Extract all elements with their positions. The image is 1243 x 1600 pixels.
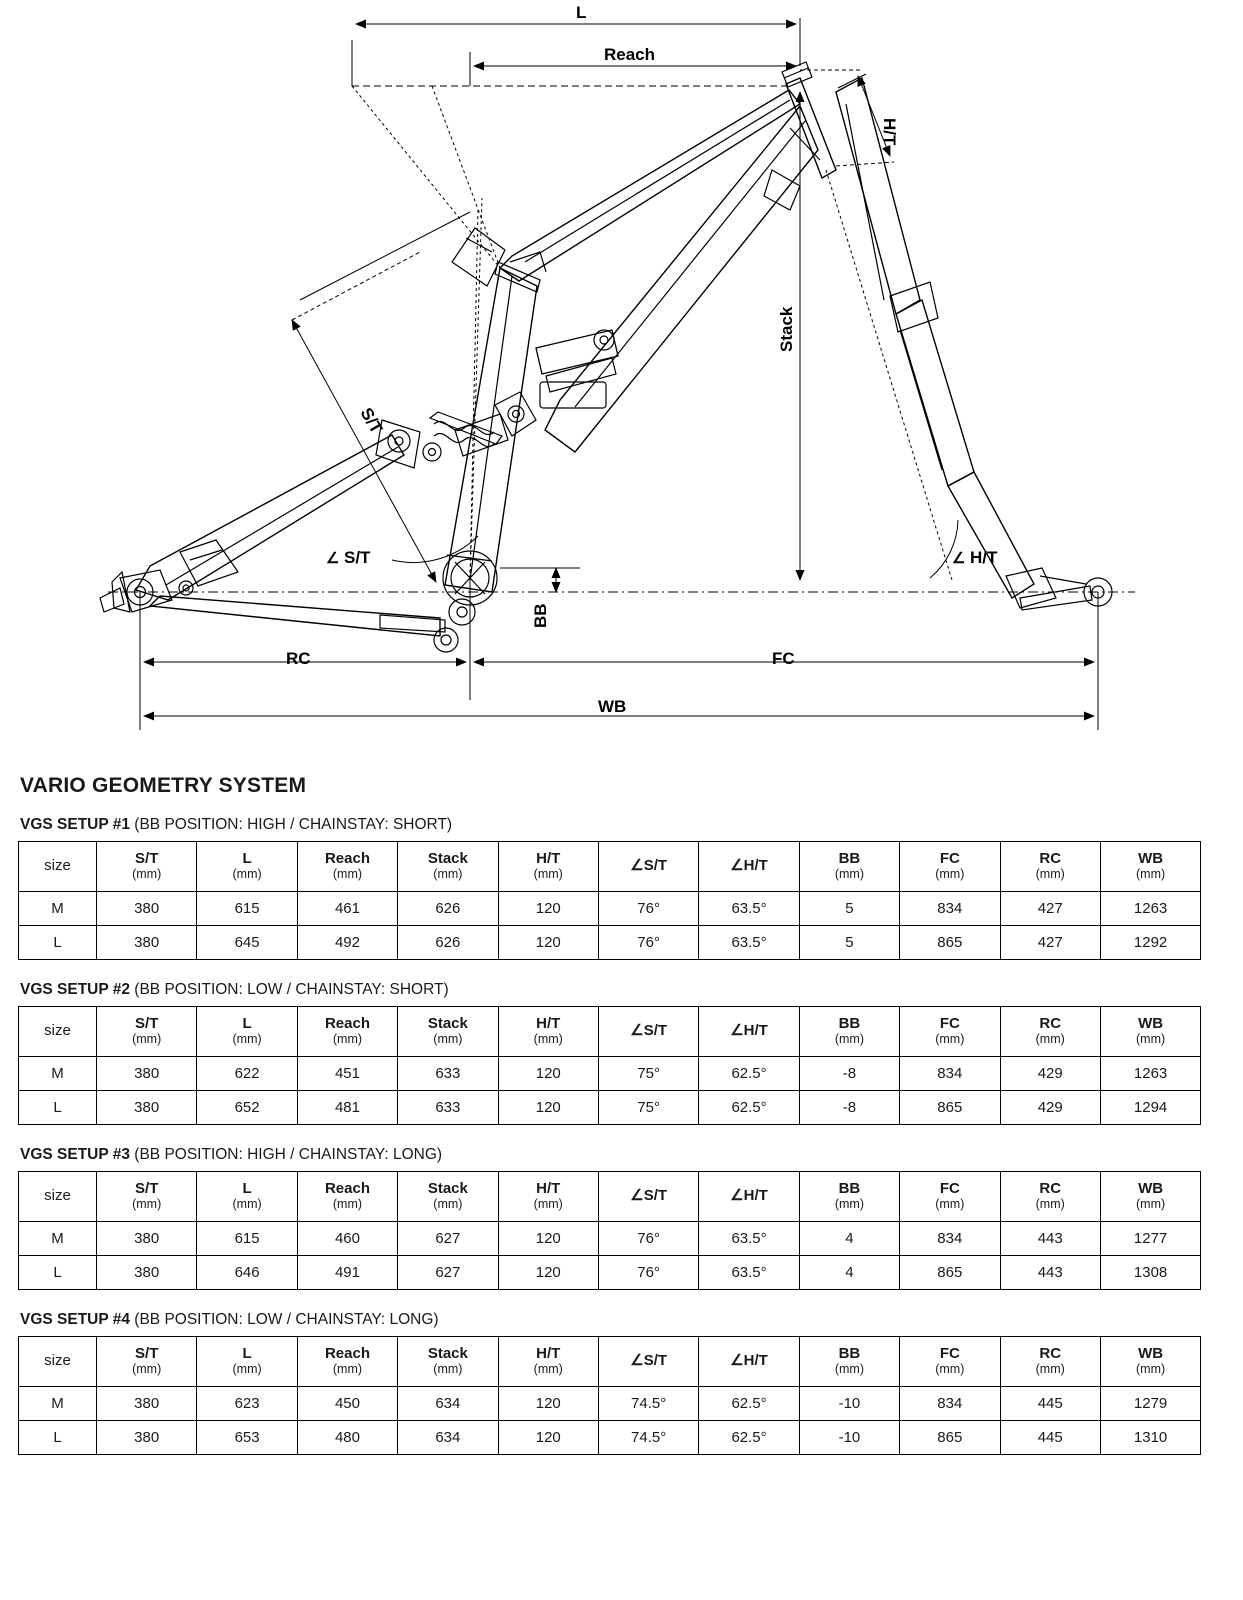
setup-description-1: (BB POSITION: HIGH / CHAINSTAY: SHORT) [134,816,453,833]
cell-l: 622 [197,1057,297,1091]
cell-rc: 443 [1000,1256,1100,1290]
header-stack: Stack (mm) [398,1007,498,1057]
cell-angle-ht: 63.5° [699,1222,799,1256]
cell-wb: 1294 [1100,1091,1200,1125]
header-fc: FC (mm) [900,1337,1000,1387]
cell-angle-st: 76° [598,1222,698,1256]
setup-title-3 [20,1146,1225,1164]
setup-description-3: (BB POSITION: HIGH / CHAINSTAY: LONG) [134,1146,443,1163]
header-ht: H/T (mm) [498,1007,598,1057]
cell-stack: 634 [398,1421,498,1455]
header-l: L (mm) [197,1172,297,1222]
cell-angle-st: 75° [598,1057,698,1091]
cell-reach: 481 [297,1091,397,1125]
header-size: size [19,842,97,892]
cell-l: 652 [197,1091,297,1125]
cell-rc: 445 [1000,1387,1100,1421]
setup-title-4 [20,1311,1225,1329]
table-row [19,1091,1201,1125]
cell-angle-st: 76° [598,1256,698,1290]
cell-angle-ht: 62.5° [699,1091,799,1125]
angle-ht-text: H/T [970,548,998,567]
table-row [19,1387,1201,1421]
header-ht: H/T (mm) [498,842,598,892]
cell-l: 653 [197,1421,297,1455]
cell-size: L [19,1421,97,1455]
cell-ht: 120 [498,1256,598,1290]
cell-rc: 429 [1000,1057,1100,1091]
label-head-angle [952,548,998,567]
cell-angle-ht: 63.5° [699,1256,799,1290]
cell-fc: 865 [900,1421,1000,1455]
label-bb-drop: BB [531,603,550,628]
cell-ht: 120 [498,1387,598,1421]
table-header-row [19,1337,1201,1387]
table-row [19,892,1201,926]
cell-fc: 865 [900,926,1000,960]
cell-l: 645 [197,926,297,960]
label-rear-center: RC [286,649,311,668]
cell-st: 380 [97,1057,197,1091]
header-size: size [19,1337,97,1387]
header-bb: BB (mm) [799,842,899,892]
cell-ht: 120 [498,892,598,926]
cell-wb: 1310 [1100,1421,1200,1455]
cell-stack: 633 [398,1091,498,1125]
cell-size: L [19,926,97,960]
cell-wb: 1277 [1100,1222,1200,1256]
setup-label-3: VGS SETUP #3 [20,1146,130,1163]
geometry-table-setup-4 [18,1336,1201,1455]
header-fc: FC (mm) [900,842,1000,892]
cell-stack: 626 [398,926,498,960]
cell-rc: 443 [1000,1222,1100,1256]
cell-stack: 627 [398,1222,498,1256]
cell-reach: 492 [297,926,397,960]
cell-angle-st: 76° [598,926,698,960]
table-row [19,1421,1201,1455]
cell-wb: 1308 [1100,1256,1200,1290]
header-rc: RC (mm) [1000,1172,1100,1222]
table-row [19,1222,1201,1256]
cell-st: 380 [97,892,197,926]
cell-reach: 460 [297,1222,397,1256]
cell-stack: 634 [398,1387,498,1421]
header-stack: Stack (mm) [398,842,498,892]
header-rc: RC (mm) [1000,1007,1100,1057]
cell-st: 380 [97,1387,197,1421]
cell-fc: 834 [900,1057,1000,1091]
table-row [19,926,1201,960]
header-angle-st: ∠S/T [598,1007,698,1057]
header-wb: WB (mm) [1100,1007,1200,1057]
header-wb: WB (mm) [1100,842,1200,892]
cell-stack: 627 [398,1256,498,1290]
cell-bb: 5 [799,926,899,960]
label-seat-angle [326,548,371,567]
cell-fc: 834 [900,1387,1000,1421]
angle-symbol-st: ∠ [326,550,340,567]
header-wb: WB (mm) [1100,1172,1200,1222]
cell-reach: 491 [297,1256,397,1290]
cell-reach: 480 [297,1421,397,1455]
table-row [19,1256,1201,1290]
setup-label-4: VGS SETUP #4 [20,1311,130,1328]
cell-size: M [19,1387,97,1421]
header-st: S/T (mm) [97,1337,197,1387]
cell-fc: 865 [900,1256,1000,1290]
label-reach: Reach [604,45,656,64]
setup-title-1 [20,816,1225,834]
cell-size: M [19,1057,97,1091]
cell-angle-st: 75° [598,1091,698,1125]
cell-ht: 120 [498,1421,598,1455]
cell-stack: 633 [398,1057,498,1091]
header-reach: Reach (mm) [297,1337,397,1387]
cell-bb: 4 [799,1256,899,1290]
header-reach: Reach (mm) [297,1172,397,1222]
table-header-row [19,1007,1201,1057]
cell-bb: 5 [799,892,899,926]
cell-wb: 1263 [1100,1057,1200,1091]
cell-size: L [19,1256,97,1290]
cell-bb: -8 [799,1057,899,1091]
header-reach: Reach (mm) [297,1007,397,1057]
header-ht: H/T (mm) [498,1337,598,1387]
label-stack: Stack [777,306,796,352]
cell-ht: 120 [498,1091,598,1125]
header-angle-st: ∠S/T [598,842,698,892]
cell-l: 646 [197,1256,297,1290]
geometry-table-setup-2 [18,1006,1201,1125]
cell-ht: 120 [498,926,598,960]
setup-description-4: (BB POSITION: LOW / CHAINSTAY: LONG) [134,1311,439,1328]
cell-bb: 4 [799,1222,899,1256]
frame-geometry-diagram [0,0,1243,752]
setup-description-2: (BB POSITION: LOW / CHAINSTAY: SHORT) [134,981,449,998]
cell-angle-ht: 62.5° [699,1387,799,1421]
header-stack: Stack (mm) [398,1172,498,1222]
header-angle-ht: ∠H/T [699,1337,799,1387]
header-angle-st: ∠S/T [598,1337,698,1387]
cell-fc: 834 [900,1222,1000,1256]
cell-bb: -8 [799,1091,899,1125]
cell-ht: 120 [498,1222,598,1256]
cell-st: 380 [97,1421,197,1455]
cell-wb: 1292 [1100,926,1200,960]
header-l: L (mm) [197,842,297,892]
setup-title-2 [20,981,1225,999]
cell-angle-ht: 62.5° [699,1057,799,1091]
label-wheelbase: WB [598,697,627,716]
header-angle-ht: ∠H/T [699,1007,799,1057]
cell-rc: 445 [1000,1421,1100,1455]
cell-fc: 834 [900,892,1000,926]
cell-l: 623 [197,1387,297,1421]
header-size: size [19,1007,97,1057]
cell-angle-ht: 62.5° [699,1421,799,1455]
setup-label-1: VGS SETUP #1 [20,816,130,833]
cell-fc: 865 [900,1091,1000,1125]
cell-reach: 461 [297,892,397,926]
header-fc: FC (mm) [900,1007,1000,1057]
header-bb: BB (mm) [799,1337,899,1387]
header-l: L (mm) [197,1007,297,1057]
cell-angle-ht: 63.5° [699,892,799,926]
cell-rc: 427 [1000,926,1100,960]
header-wb: WB (mm) [1100,1337,1200,1387]
header-fc: FC (mm) [900,1172,1000,1222]
cell-wb: 1263 [1100,892,1200,926]
angle-st-text: S/T [344,548,371,567]
header-ht: H/T (mm) [498,1172,598,1222]
header-rc: RC (mm) [1000,1337,1100,1387]
cell-st: 380 [97,926,197,960]
cell-stack: 626 [398,892,498,926]
setup-label-2: VGS SETUP #2 [20,981,130,998]
geometry-table-setup-1 [18,841,1201,960]
cell-angle-st: 76° [598,892,698,926]
table-header-row [19,1172,1201,1222]
cell-l: 615 [197,1222,297,1256]
header-stack: Stack (mm) [398,1337,498,1387]
geometry-tables [0,774,1243,1486]
label-head-tube-length: H/T [880,118,899,146]
cell-l: 615 [197,892,297,926]
cell-wb: 1279 [1100,1387,1200,1421]
label-seat-tube-length: S/T [356,404,387,437]
label-length: L [576,3,587,22]
header-st: S/T (mm) [97,842,197,892]
header-l: L (mm) [197,1337,297,1387]
diagram-svg [0,0,1243,752]
cell-angle-st: 74.5° [598,1421,698,1455]
cell-bb: -10 [799,1387,899,1421]
cell-size: L [19,1091,97,1125]
header-size: size [19,1172,97,1222]
header-st: S/T (mm) [97,1007,197,1057]
cell-size: M [19,892,97,926]
table-row [19,1057,1201,1091]
label-front-center: FC [772,649,795,668]
geometry-table-setup-3 [18,1171,1201,1290]
cell-st: 380 [97,1091,197,1125]
header-st: S/T (mm) [97,1172,197,1222]
cell-ht: 120 [498,1057,598,1091]
cell-bb: -10 [799,1421,899,1455]
angle-symbol-ht: ∠ [952,550,966,567]
header-bb: BB (mm) [799,1172,899,1222]
cell-rc: 429 [1000,1091,1100,1125]
header-angle-ht: ∠H/T [699,842,799,892]
header-bb: BB (mm) [799,1007,899,1057]
cell-st: 380 [97,1222,197,1256]
cell-st: 380 [97,1256,197,1290]
header-angle-st: ∠S/T [598,1172,698,1222]
header-reach: Reach (mm) [297,842,397,892]
cell-rc: 427 [1000,892,1100,926]
cell-size: M [19,1222,97,1256]
cell-angle-ht: 63.5° [699,926,799,960]
header-rc: RC (mm) [1000,842,1100,892]
table-header-row [19,842,1201,892]
cell-angle-st: 74.5° [598,1387,698,1421]
cell-reach: 451 [297,1057,397,1091]
page-title: VARIO GEOMETRY SYSTEM [20,774,307,797]
cell-reach: 450 [297,1387,397,1421]
header-angle-ht: ∠H/T [699,1172,799,1222]
